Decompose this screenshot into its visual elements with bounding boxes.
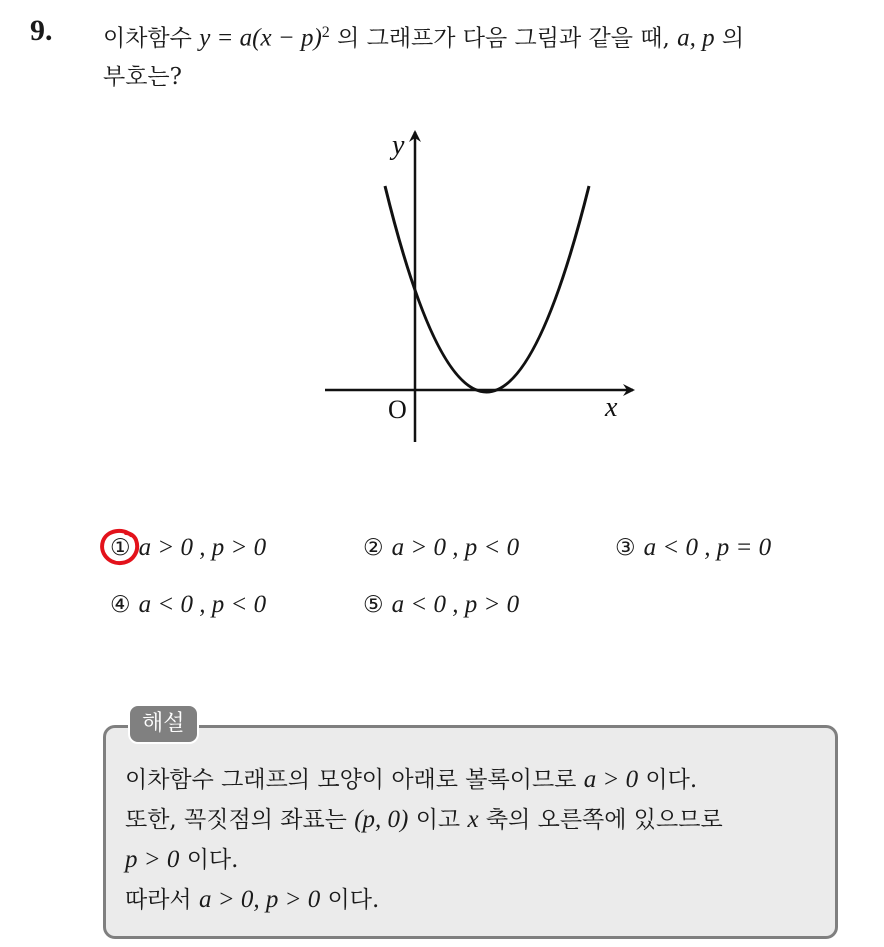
choice-5[interactable] [363,591,519,619]
solution-line-3-end: 이다. [186,847,239,873]
solution-line-4-math: a > 0, p > 0 [198,886,321,913]
solution-tab-label: 해설 [128,704,199,744]
question-exponent: 2 [321,24,330,41]
choice-1-number: ① [110,535,131,561]
solution-line-4-text: 따라서 [125,887,192,913]
choice-5-number: ⑤ [363,592,384,618]
choice-4-expr: a < 0 , p < 0 [138,591,267,618]
choice-2-number: ② [363,535,384,561]
choice-3[interactable] [615,534,771,562]
question-number: 9. [30,14,53,47]
question-text-line2: 부호는? [103,63,182,90]
choice-4[interactable] [110,591,266,619]
solution-line-1-text: 이차함수 그래프의 모양이 아래로 볼록이므로 [125,767,577,793]
choice-1-expr: a > 0 , p > 0 [138,534,267,561]
solution-line-4 [125,880,835,920]
y-axis-label: y [392,130,405,161]
solution-line-2-text: 또한, 꼭짓점의 좌표는 [125,807,347,833]
solution-line-3 [125,840,835,880]
solution-line-2-mid: 이고 [415,807,461,833]
solution-line-2-end: 축의 오른쪽에 있으므로 [485,807,723,833]
question-text [103,14,873,96]
solution-line-1-end: 이다. [645,767,698,793]
solution-line-2-math2: x [467,806,479,833]
origin-label: O [388,395,407,424]
parabola-graph [310,122,650,452]
solution-line-1 [125,760,835,800]
choice-2-expr: a > 0 , p < 0 [391,534,520,561]
question-equation: y = a(x − p) [199,24,322,52]
solution-line-1-math: a > 0 [583,766,639,793]
choice-3-number: ③ [615,535,636,561]
choice-3-expr: a < 0 , p = 0 [643,534,772,561]
solution-line-4-end: 이다. [327,887,380,913]
question-text-part3: 의 [721,25,745,52]
question-vars: a, p [677,24,715,52]
choice-4-number: ④ [110,592,131,618]
solution-text [125,760,835,920]
question-text-part2: 의 그래프가 다음 그림과 같을 때, [337,25,670,52]
solution-line-3-math: p > 0 [125,846,180,873]
question-text-part1: 이차함수 [103,25,192,52]
choice-5-expr: a < 0 , p > 0 [391,591,520,618]
choice-2[interactable] [363,534,519,562]
answer-circle-mark [99,527,143,567]
solution-line-2-math: (p, 0) [354,806,409,833]
solution-line-2 [125,800,835,840]
x-axis-label: x [605,392,618,423]
